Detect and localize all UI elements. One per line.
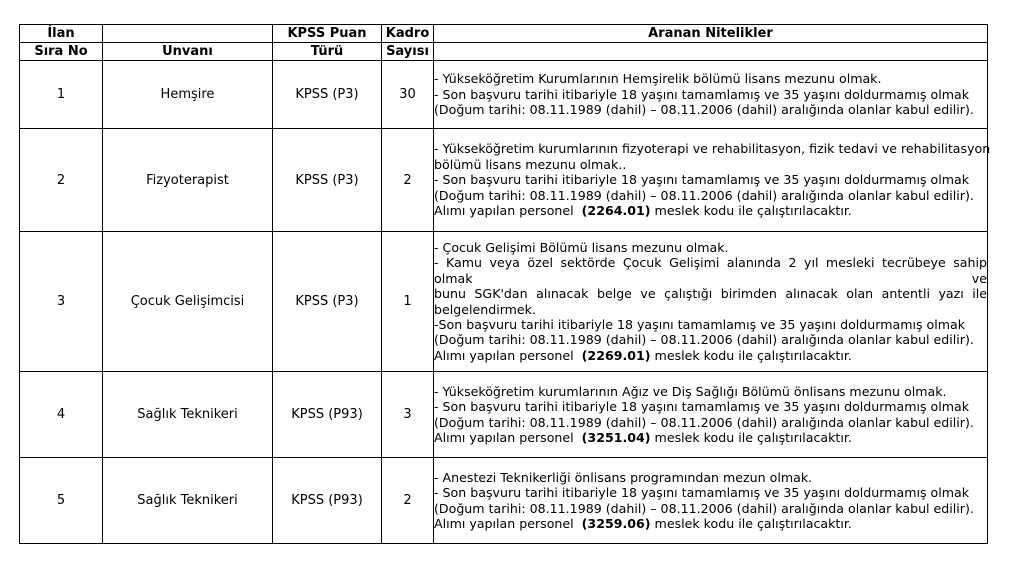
- header-kadro-line2: Sayısı: [382, 43, 434, 61]
- header-ilan-line2: Sıra No: [20, 43, 103, 61]
- requirement-line: bölümü lisans mezunu olmak..: [434, 156, 627, 172]
- cell-ilan-no: 3: [20, 232, 103, 372]
- requirement-line: (Doğum tarihi: 08.11.1989 (dahil) – 08.11.2006 (dahil) aralığında olanlar kabul edilir).: [434, 187, 974, 203]
- header-row-1: [20, 25, 988, 43]
- code-suffix: meslek kodu ile çalıştırılacaktır.: [650, 429, 852, 445]
- cell-kpss-type: KPSS (P93): [273, 458, 382, 544]
- job-listing-table: [19, 24, 991, 544]
- cell-unvan: Sağlık Teknikeri: [103, 372, 273, 458]
- table-row: [20, 61, 988, 129]
- code-suffix: meslek kodu ile çalıştırılacaktır.: [650, 203, 852, 219]
- cell-requirements: [434, 129, 991, 232]
- cell-ilan-no: 5: [20, 458, 103, 544]
- code-prefix: Alımı yapılan personel: [434, 347, 582, 363]
- table-row: [20, 372, 988, 458]
- cell-kpss-type: KPSS (P3): [273, 232, 382, 372]
- occupation-code: (3251.04): [581, 429, 651, 445]
- requirement-line: bunu SGK'dan alınacak belge ve çalıştığı birimden alınacak olan antentli yazı ile: [434, 286, 987, 302]
- requirement-line: (Doğum tarihi: 08.11.1989 (dahil) – 08.11.2006 (dahil) aralığında olanlar kabul edilir).: [434, 414, 974, 430]
- occupation-code: (2264.01): [581, 203, 651, 219]
- cell-kadro-count: 1: [382, 232, 434, 372]
- header-unvan-top: [103, 25, 273, 43]
- occupation-code: (3259.06): [581, 515, 651, 531]
- requirement-line: (Doğum tarihi: 08.11.1989 (dahil) – 08.11.2006 (dahil) aralığında olanlar kabul edilir).: [434, 500, 974, 516]
- cell-kadro-count: 3: [382, 372, 434, 458]
- cell-kadro-count: 30: [382, 61, 434, 129]
- requirement-line: - Çocuk Gelişimi Bölümü lisans mezunu olmak.: [434, 239, 729, 255]
- requirement-line: - Anestezi Teknikerliği önlisans programından mezun olmak.: [434, 469, 813, 485]
- requirement-line: - Yükseköğretim kurumlarının Ağız ve Diş Sağlığı Bölümü önlisans mezunu olmak.: [434, 383, 947, 399]
- occupation-code-line: [434, 348, 987, 363]
- requirement-line: - Yükseköğretim Kurumlarının Hemşirelik bölümü lisans mezunu olmak.: [434, 71, 882, 87]
- occupation-code-line: [434, 516, 987, 531]
- requirement-line: - Son başvuru tarihi itibariyle 18 yaşını tamamlamış ve 35 yaşını doldurmamış olmak: [434, 172, 970, 188]
- header-kpss-line2: Türü: [273, 43, 382, 61]
- table-row: [20, 129, 988, 232]
- cell-ilan-no: 4: [20, 372, 103, 458]
- header-unvan: Unvanı: [103, 43, 273, 61]
- cell-unvan: Fizyoterapist: [103, 129, 273, 232]
- header-empty: [434, 43, 988, 61]
- requirement-line: - Son başvuru tarihi itibariyle 18 yaşını tamamlamış ve 35 yaşını doldurmamış olmak: [434, 86, 970, 102]
- code-prefix: Alımı yapılan personel: [434, 203, 582, 219]
- header-ilan-line1: İlan: [20, 25, 103, 43]
- cell-ilan-no: 1: [20, 61, 103, 129]
- cell-requirements: [434, 458, 988, 544]
- table-body: [20, 61, 991, 544]
- requirement-line: -Son başvuru tarihi itibariyle 18 yaşını tamamlamış ve 35 yaşını doldurmamış olmak: [434, 316, 966, 332]
- cell-kadro-count: 2: [382, 129, 434, 232]
- occupation-code: (2269.01): [581, 347, 651, 363]
- code-prefix: Alımı yapılan personel: [434, 429, 582, 445]
- requirement-line: - Kamu veya özel sektörde Çocuk Gelişimi alanında 2 yıl mesleki tecrübeye sahip olmak ve: [434, 255, 987, 286]
- code-suffix: meslek kodu ile çalıştırılacaktır.: [650, 347, 852, 363]
- cell-kadro-count: 2: [382, 458, 434, 544]
- cell-unvan: Çocuk Gelişimcisi: [103, 232, 273, 372]
- header-aranan-nitelikler: Aranan Nitelikler: [434, 25, 988, 43]
- requirement-line: belgelendirmek.: [434, 301, 536, 317]
- cell-requirements: [434, 232, 988, 372]
- cell-unvan: Hemşire: [103, 61, 273, 129]
- table-row: [20, 458, 988, 544]
- requirement-line: (Doğum tarihi: 08.11.1989 (dahil) – 08.11.2006 (dahil) aralığında olanlar kabul edilir).: [434, 102, 974, 118]
- header-row-2: [20, 43, 988, 61]
- cell-kpss-type: KPSS (P3): [273, 61, 382, 129]
- requirement-line: - Son başvuru tarihi itibariyle 18 yaşını tamamlamış ve 35 yaşını doldurmamış olmak: [434, 399, 970, 415]
- code-suffix: meslek kodu ile çalıştırılacaktır.: [650, 515, 852, 531]
- occupation-code-line: [434, 203, 987, 218]
- cell-ilan-no: 2: [20, 129, 103, 232]
- header-kadro-line1: Kadro: [382, 25, 434, 43]
- cell-requirements: [434, 372, 988, 458]
- cell-kpss-type: KPSS (P3): [273, 129, 382, 232]
- code-prefix: Alımı yapılan personel: [434, 515, 582, 531]
- requirement-line: - Son başvuru tarihi itibariyle 18 yaşını tamamlamış ve 35 yaşını doldurmamış olmak: [434, 485, 970, 501]
- cell-kpss-type: KPSS (P93): [273, 372, 382, 458]
- header-kpss-line1: KPSS Puan: [273, 25, 382, 43]
- occupation-code-line: [434, 430, 987, 445]
- cell-unvan: Sağlık Teknikeri: [103, 458, 273, 544]
- cell-requirements: [434, 61, 988, 129]
- table-row: [20, 232, 988, 372]
- requirement-line: - Yükseköğretim kurumlarının fizyoterapi ve rehabilitasyon, fizik tedavi ve rehabilitasyon: [434, 141, 991, 157]
- requirement-line: (Doğum tarihi: 08.11.1989 (dahil) – 08.11.2006 (dahil) aralığında olanlar kabul edilir).: [434, 332, 974, 348]
